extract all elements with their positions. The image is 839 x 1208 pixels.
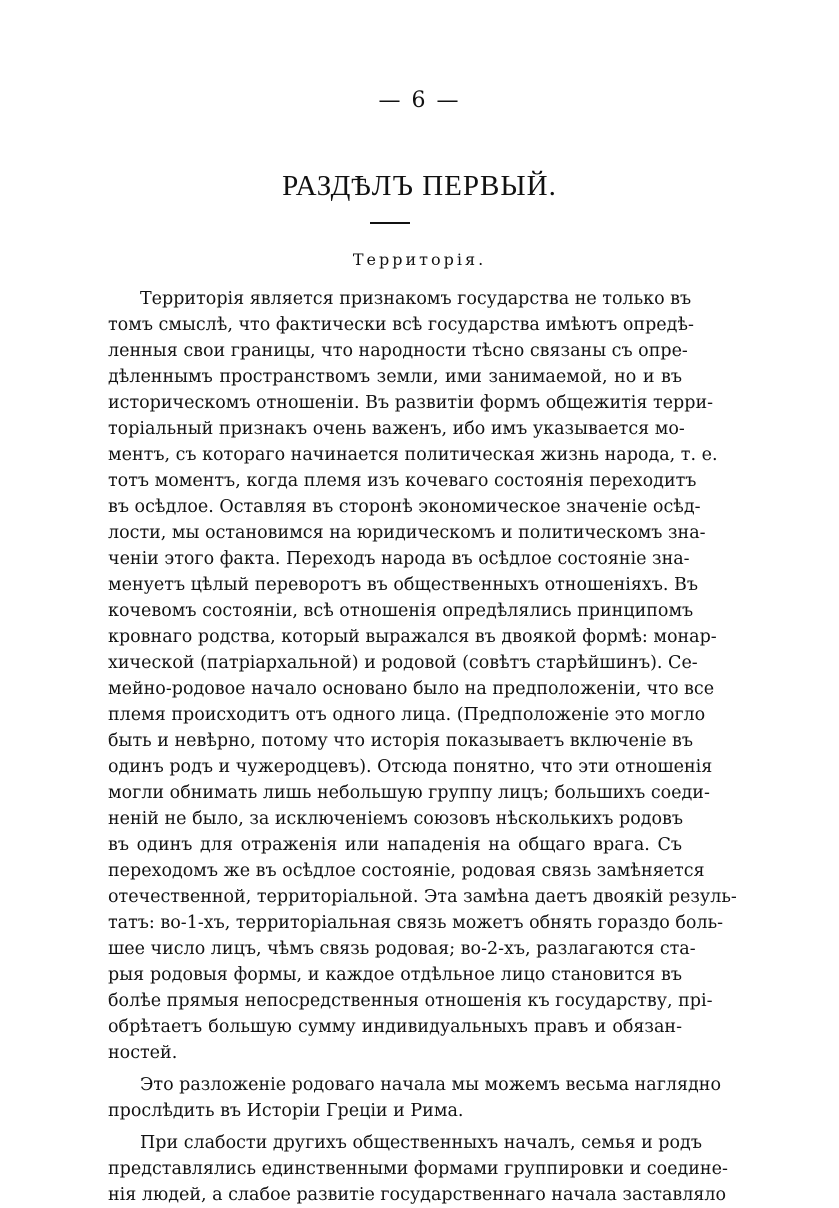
- text-line: неній не было, за исключеніемъ союзовъ нѣсколькихъ родовъ: [108, 809, 684, 829]
- text-line: татъ: во-1-хъ, территоріальная связь можетъ обнять гораздо боль-: [108, 913, 724, 933]
- text-line: нія людей, а слабое развитіе государственнаго начала заставляло: [108, 1185, 727, 1205]
- text-line: шее число лицъ, чѣмъ связь родовая; во-2-хъ, разлагаются ста-: [108, 939, 696, 959]
- chapter-subtitle: Территорія.: [352, 250, 487, 269]
- text-line: ностей.: [108, 1043, 178, 1063]
- text-line: одинъ родъ и чужеродцевъ). Отсюда понятно, что эти отношенія: [108, 757, 713, 777]
- title-divider: [370, 222, 410, 224]
- text-line: болѣе прямыя непосредственныя отношенія къ государству, прі-: [108, 991, 713, 1011]
- text-line: кровнаго родства, который выражался въ двоякой формѣ: монар-: [108, 627, 717, 647]
- text-line: ченіи этого факта. Переходъ народа въ осѣдлое состояніе зна-: [108, 549, 690, 569]
- text-line: торіальный признакъ очень важенъ, ибо имъ указывается мо-: [108, 419, 685, 439]
- text-line: прослѣдить въ Исторіи Греціи и Рима.: [108, 1101, 464, 1121]
- text-line: отечественной, территоріальной. Эта замѣна даетъ двоякій резуль-: [108, 887, 737, 907]
- text-line: обрѣтаетъ большую сумму индивидуальныхъ правъ и обязан-: [108, 1017, 682, 1037]
- text-line: рыя родовыя формы, и каждое отдѣльное лицо становится въ: [108, 965, 682, 985]
- text-line: въ одинъ для отраженія или нападенія на общаго врага. Съ: [108, 835, 682, 855]
- text-line: мейно-родовое начало основано было на предположеніи, что все: [108, 679, 715, 699]
- text-line: представлялись единственными формами группировки и соедине-: [108, 1159, 728, 1179]
- text-line: томъ смыслѣ, что фактически всѣ государства имѣютъ опредѣ-: [108, 315, 694, 335]
- page-number: — 6 —: [378, 88, 461, 113]
- text-line: менуетъ цѣлый переворотъ въ общественныхъ отношеніяхъ. Въ: [108, 575, 699, 595]
- text-line: племя происходитъ отъ одного лица. (Предположеніе это могло: [108, 705, 706, 725]
- text-line: Территорія является признакомъ государства не только въ: [140, 289, 692, 309]
- section-title: РАЗДѢЛЪ ПЕРВЫЙ.: [282, 170, 557, 202]
- text-line: ментъ, съ котораго начинается политическая жизнь народа, т. е.: [108, 445, 718, 465]
- text-line: быть и невѣрно, потому что исторія показываетъ включеніе въ: [108, 731, 694, 751]
- text-line: При слабости другихъ общественныхъ началъ, семья и родъ: [140, 1133, 702, 1153]
- text-line: хической (патріархальной) и родовой (совѣтъ старѣйшинъ). Се-: [108, 653, 698, 673]
- text-line: въ осѣдлое. Оставляя въ сторонѣ экономическое значеніе осѣд-: [108, 497, 701, 517]
- text-line: лости, мы остановимся на юридическомъ и политическомъ зна-: [108, 523, 706, 543]
- text-line: могли обнимать лишь небольшую группу лицъ; большихъ соеди-: [108, 783, 710, 803]
- text-line: Это разложеніе родоваго начала мы можемъ весьма наглядно: [140, 1075, 722, 1095]
- text-line: ленныя свои границы, что народности тѣсно связаны съ опре-: [108, 341, 688, 361]
- text-line: кочевомъ состояніи, всѣ отношенія опредѣлялись принципомъ: [108, 601, 694, 621]
- text-line: историческомъ отношеніи. Въ развитіи формъ общежитія терри-: [108, 393, 714, 413]
- text-line: дѣленнымъ пространствомъ земли, ими занимаемой, но и въ: [108, 367, 682, 387]
- body-text: [108, 286, 737, 1208]
- text-line: переходомъ же въ осѣдлое состояніе, родовая связь замѣняется: [108, 861, 705, 881]
- text-line: тотъ моментъ, когда племя изъ кочеваго состоянія переходитъ: [108, 471, 697, 491]
